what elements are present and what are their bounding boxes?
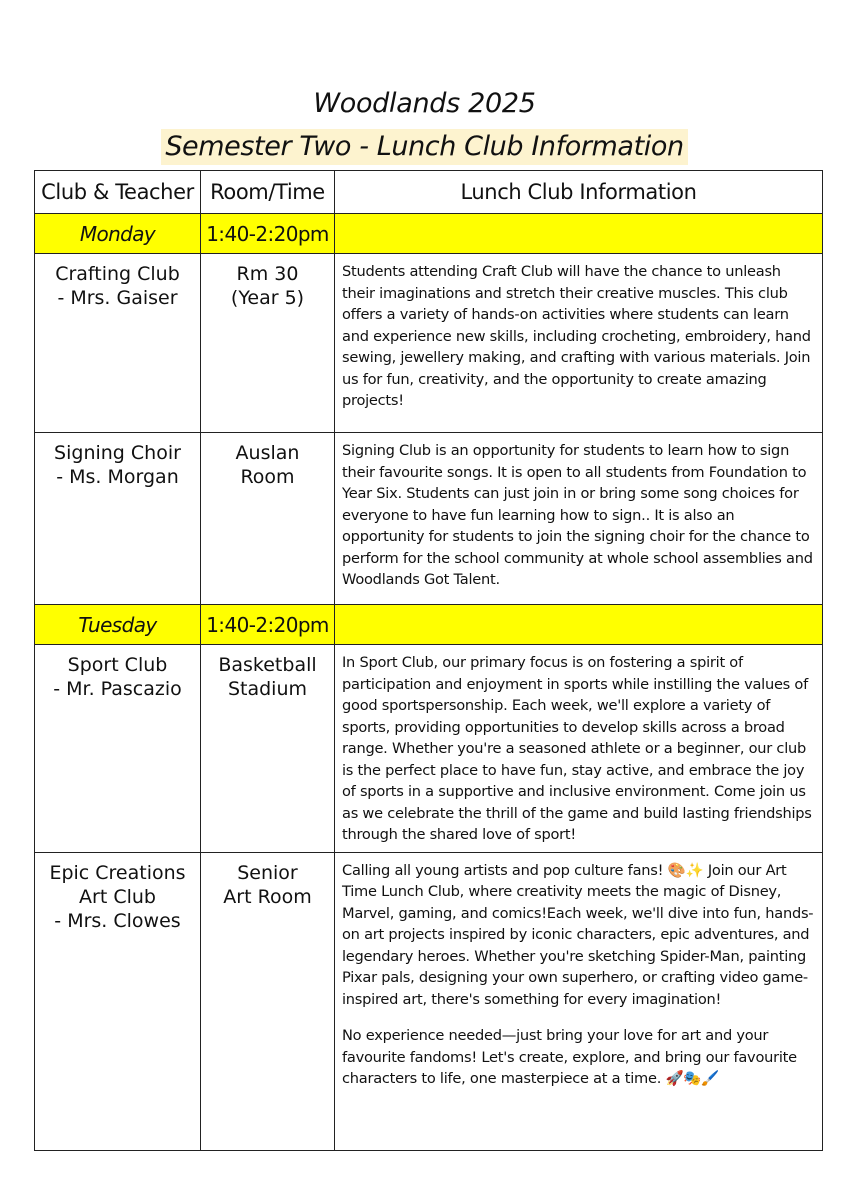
club-info-cell: [335, 645, 823, 853]
room-cell: [201, 645, 335, 853]
day-time: 1:40-2:20pm: [201, 605, 335, 645]
day-row-monday: [35, 214, 823, 254]
club-teacher-cell: [35, 645, 201, 853]
club-info-cell: [335, 254, 823, 433]
day-name: Tuesday: [35, 605, 201, 645]
club-name-line-2: Art Club: [79, 885, 156, 908]
day-blank-cell: [335, 214, 823, 254]
day-blank-cell: [335, 605, 823, 645]
club-row: [35, 254, 823, 433]
club-name: Sport Club: [67, 654, 168, 676]
table-header-row: [35, 171, 823, 214]
lunch-club-table: [34, 170, 823, 1151]
room-cell: [201, 852, 335, 1150]
day-time: 1:40-2:20pm: [201, 214, 335, 254]
club-row: [35, 645, 823, 853]
club-teacher-cell: [35, 852, 201, 1150]
room-line: Senior: [237, 861, 298, 884]
room-line: (Year 5): [230, 287, 305, 309]
club-info-cell: [335, 433, 823, 605]
club-row: [35, 852, 823, 1150]
club-name: Signing Choir: [54, 442, 181, 464]
club-teacher: - Mr. Pascazio: [53, 678, 182, 700]
club-row: [35, 433, 823, 605]
club-info-paragraph: Calling all young artists and pop culture fans! 🎨✨ Join our Art Time Lunch Club, where creativity meets the magic of Disney, Marvel, gaming, and comics!Each week, we'll dive into fun, hands-on art projects inspired by iconic characters, epic adventures, and legendary heroes. Whether you're sketching Spider-Man, painting Pixar pals, designing your own superhero, or crafting video game-inspired art, there's something for every imagination!: [342, 861, 814, 1008]
room-line: Basketball: [218, 654, 317, 676]
room-line: Stadium: [227, 678, 308, 700]
room-line: Room: [240, 466, 295, 488]
column-header-club: Club & Teacher: [35, 171, 201, 214]
club-info-paragraph: In Sport Club, our primary focus is on fostering a spirit of participation and enjoyment in sports while instilling the values of good sportspersonship. Each week, we'll explore a variety of sports, providing opportunities to develop skills across a broad range. Whether you're a seasoned athlete or a beginner, our club is the perfect place to have fun, stay active, and embrace the joy of sports in a supportive and inclusive environment. Come join us as we celebrate the thrill of the game and build lasting friendships through the shared love of sport!: [342, 654, 812, 843]
club-teacher: - Mrs. Gaiser: [57, 287, 178, 309]
club-info-paragraph: No experience needed—just bring your love for art and your favourite fandoms! Let's create, explore, and bring our favourite characters to life, one masterpiece at a time. 🚀🎭🖌️: [342, 1027, 797, 1087]
club-info-cell: [335, 852, 823, 1150]
column-header-info: Lunch Club Information: [335, 171, 823, 214]
day-name: Monday: [35, 214, 201, 254]
club-teacher-cell: [35, 433, 201, 605]
document-title: Woodlands 2025: [313, 88, 536, 119]
day-row-tuesday: [35, 605, 823, 645]
room-cell: [201, 433, 335, 605]
club-teacher: - Ms. Morgan: [56, 466, 179, 488]
club-name: Epic Creations: [49, 861, 186, 884]
club-teacher: - Mrs. Clowes: [54, 909, 181, 932]
club-info-paragraph: Signing Club is an opportunity for students to learn how to sign their favourite songs. It is open to all students from Foundation to Year Six. Students can just join in or bring some song choices for everyone to have fun learning how to sign.. It is also an opportunity for students to join the signing choir for the chance to perform for the school community at whole school assemblies and Woodlands Got Talent.: [342, 442, 813, 588]
club-info-paragraph: Students attending Craft Club will have the chance to unleash their imaginations and stretch their creative muscles. This club offers a variety of hands-on activities where students can learn and experience new skills, including crocheting, embroidery, hand sewing, jewellery making, and crafting with various materials. Join us for fun, creativity, and the opportunity to create amazing projects!: [342, 263, 811, 409]
subtitle-wrapper: [0, 129, 849, 165]
club-name: Crafting Club: [55, 263, 180, 285]
room-cell: [201, 254, 335, 433]
document-subtitle: Semester Two - Lunch Club Information: [161, 129, 687, 165]
room-line: Auslan: [235, 442, 300, 464]
room-line: Art Room: [223, 885, 312, 908]
club-teacher-cell: [35, 254, 201, 433]
room-line: Rm 30: [236, 263, 299, 285]
column-header-room: Room/Time: [201, 171, 335, 214]
